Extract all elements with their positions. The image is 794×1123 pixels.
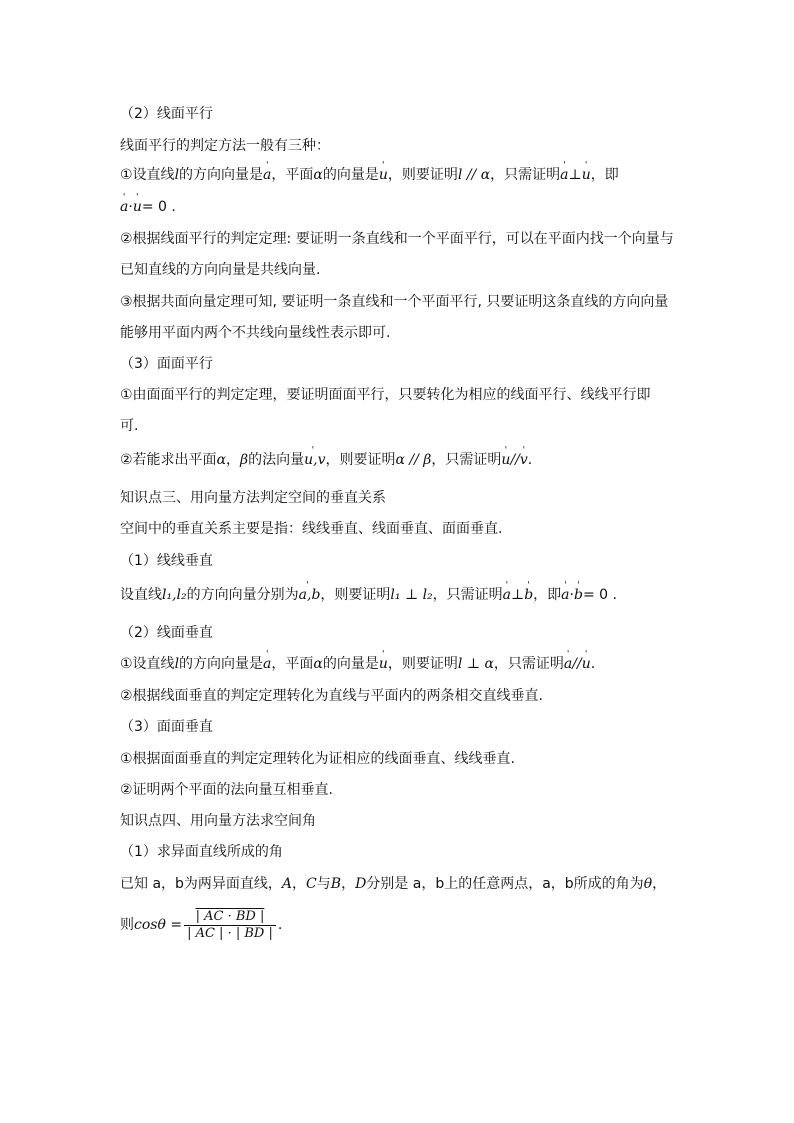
math: α // β [395, 452, 432, 468]
paragraph [120, 324, 390, 342]
math: α [313, 167, 323, 183]
text: ，即 [590, 167, 619, 183]
vector-u: ' u [379, 166, 388, 184]
text: ， [652, 876, 667, 892]
text: 已知直线的方向向量是共线向量. [120, 262, 321, 278]
text: 的向量是 [322, 167, 379, 183]
text: ，只需证明 [490, 167, 561, 183]
text: 的方向向量是 [179, 656, 264, 672]
math: l₁,l₂ [162, 587, 187, 603]
section-heading: （2）线面垂直 [120, 625, 213, 641]
vector-u: ' u [582, 655, 591, 673]
text: 与 [316, 876, 331, 892]
text: ，只需证明 [432, 587, 503, 603]
paragraph [120, 137, 330, 155]
vector-b: ' b [524, 586, 533, 604]
paragraph [120, 750, 515, 768]
text: ，则要证明 [387, 656, 458, 672]
text: . [590, 656, 596, 672]
text: ②若能求出平面 [120, 452, 217, 468]
text: ①设直线 [120, 167, 175, 183]
formula-line [120, 906, 282, 944]
vector-a: ' a [263, 166, 271, 184]
math: C [306, 876, 317, 892]
heading-line-face-parallel [120, 105, 213, 123]
text: . [527, 452, 533, 468]
text: = 0 . [582, 587, 617, 603]
math: l [174, 656, 180, 672]
text: ①根据面面垂直的判定定理转化为证相应的线面垂直、线线垂直. [120, 751, 515, 767]
math: cosθ = [134, 917, 183, 933]
math: α [216, 452, 227, 468]
text: ，平面 [271, 167, 314, 183]
text: 空间中的垂直关系主要是指：线线垂直、线面垂直、面面垂直. [120, 521, 503, 537]
text: ，即 [533, 587, 562, 603]
section-heading: （3）面面平行 [120, 356, 213, 372]
vector-u: ' u [133, 198, 142, 216]
math: A [281, 876, 293, 892]
math: · [128, 199, 133, 215]
paragraph [120, 166, 619, 184]
text: 则 [120, 917, 134, 933]
text: 线面平行的判定方法一般有三种： [120, 138, 330, 154]
paragraph [120, 230, 674, 248]
math: l // α [457, 167, 491, 183]
math: θ [643, 876, 653, 892]
text: ，则要证明 [320, 587, 391, 603]
vector-v: ' v [520, 451, 528, 469]
math: α [313, 656, 323, 672]
math: l [174, 167, 180, 183]
paragraph [120, 198, 176, 216]
paragraph [120, 586, 617, 604]
paragraph [120, 781, 333, 799]
vector-pair-uv: ' u,v [304, 451, 325, 469]
section-heading [120, 355, 213, 373]
text: . [277, 917, 283, 933]
math: ⊥ [511, 587, 525, 603]
vector-pair-ab: ' a,b [299, 586, 321, 604]
vector-a: ' a [561, 586, 569, 604]
paragraph [120, 520, 502, 538]
text: ，平面 [271, 656, 314, 672]
paragraph [120, 386, 651, 404]
text: 分别是 a，b上的任意两点，a，b所成的角为 [366, 876, 644, 892]
section-heading: （2）线面平行 [120, 106, 213, 122]
cos-fraction [184, 909, 276, 942]
math: l ⊥ α [457, 656, 494, 672]
knowledge-point-title [120, 812, 316, 830]
text: ，则要证明 [325, 452, 396, 468]
section-heading [120, 624, 213, 642]
vector-u: ' u [501, 451, 510, 469]
section-heading [120, 718, 213, 736]
vector-b: ' b [574, 586, 583, 604]
text: ，只需证明 [431, 452, 502, 468]
math: · [223, 925, 236, 941]
paragraph [120, 293, 668, 311]
knowledge-point-title [120, 489, 386, 507]
text: 的向量是 [322, 656, 379, 672]
text: ②根据线面垂直的判定定理转化为直线与平面内的两条相交直线垂直. [120, 688, 543, 704]
text: ，只需证明 [493, 656, 564, 672]
paragraph [120, 687, 543, 705]
text: = 0 . [141, 199, 176, 215]
vector-a: ' a [503, 586, 511, 604]
text: ②证明两个平面的法向量互相垂直. [120, 782, 334, 798]
text: 已知 a，b为两异面直线， [120, 876, 282, 892]
text: ①由面面平行的判定定理，要证明面面平行，只要转化为相应的线面平行、线线平行即 [120, 387, 651, 403]
math: · [569, 587, 574, 603]
paragraph [120, 875, 666, 893]
math: ⊥ [568, 167, 582, 183]
paragraph [120, 655, 595, 673]
math: | BD | [235, 925, 273, 941]
section-heading: （1）求异面直线所成的角 [120, 844, 283, 860]
text: 能够用平面内两个不共线向量线性表示即可. [120, 325, 391, 341]
section-heading [120, 843, 283, 861]
text: ，则要证明 [387, 167, 458, 183]
math: | AC | [187, 925, 224, 941]
math: β [240, 452, 249, 468]
vector-u: ' u [582, 166, 591, 184]
text: 知识点四、用向量方法求空间角 [120, 813, 316, 829]
text: 的方向向量分别为 [186, 587, 299, 603]
section-heading: （1）线线垂直 [120, 553, 213, 569]
fraction-numerator: | AC · BD | [184, 909, 276, 926]
section-heading [120, 552, 213, 570]
math: // [572, 656, 582, 672]
vector-a: ' a [560, 166, 568, 184]
math: D [355, 876, 367, 892]
paragraph [120, 261, 320, 279]
text: 的法向量 [248, 452, 305, 468]
section-heading: （3）面面垂直 [120, 719, 213, 735]
text: 知识点三、用向量方法判定空间的垂直关系 [120, 490, 386, 506]
text: 的方向向量是 [179, 167, 264, 183]
text: ， [341, 876, 356, 892]
text: 设直线 [120, 587, 162, 603]
vector-a: ' a [263, 655, 271, 673]
vector-a: ' a [564, 655, 572, 673]
paragraph [120, 451, 532, 469]
math: l₁ ⊥ l₂ [390, 587, 433, 603]
text: ②根据线面平行的判定定理: 要证明一条直线和一个平面平行，可以在平面内找一个向量与 [120, 231, 674, 247]
math: // [510, 452, 520, 468]
text: 可. [120, 418, 139, 434]
math: B [330, 876, 342, 892]
vector-u: ' u [379, 655, 388, 673]
text: ， [226, 452, 241, 468]
text: ①设直线 [120, 656, 175, 672]
fraction-denominator [184, 926, 276, 942]
paragraph [120, 417, 138, 435]
vector-a: ' a [120, 198, 128, 216]
text: ， [292, 876, 307, 892]
text: ③根据共面向量定理可知, 要证明一条直线和一个平面平行, 只要证明这条直线的方向向量 [120, 294, 669, 310]
